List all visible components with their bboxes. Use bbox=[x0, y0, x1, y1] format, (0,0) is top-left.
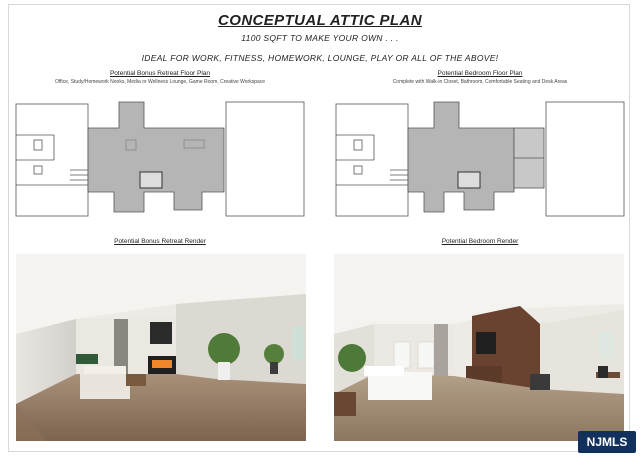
left-plan-title: Potential Bonus Retreat Floor Plan bbox=[109, 70, 211, 77]
right-floor-plan bbox=[334, 100, 626, 220]
left-floor-plan bbox=[14, 100, 306, 220]
right-plan-title: Potential Bedroom Floor Plan bbox=[437, 70, 523, 77]
bonus-retreat-render bbox=[16, 254, 306, 441]
bedroom-render bbox=[334, 254, 624, 441]
left-plan-desc: Office, Study/Homework Nooks, Media or Wellness Lounge, Game Room, Creative Workspace bbox=[54, 79, 266, 85]
page-tagline: IDEAL FOR WORK, FITNESS, HOMEWORK, LOUNGE, PLAY OR ALL OF THE ABOVE! bbox=[141, 53, 499, 63]
right-plan-desc: Complete with Walk-in Closet, Bathroom, Comfortable Seating and Desk Areas bbox=[392, 79, 568, 85]
page-subtitle: 1100 SQFT TO MAKE YOUR OWN . . . bbox=[241, 33, 399, 43]
njmls-badge: NJMLS bbox=[578, 431, 636, 453]
left-render-title: Potential Bonus Retreat Render bbox=[114, 238, 206, 245]
right-render-title: Potential Bedroom Render bbox=[441, 238, 519, 245]
page-title: CONCEPTUAL ATTIC PLAN bbox=[218, 12, 422, 29]
